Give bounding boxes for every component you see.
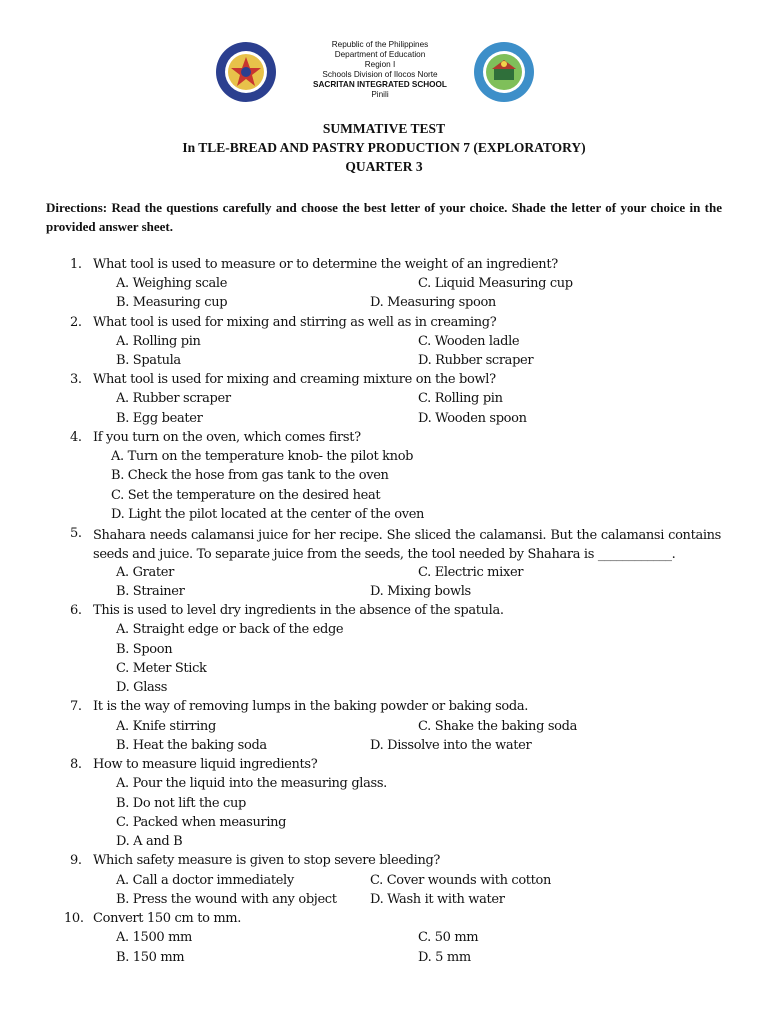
question-text: This is used to level dry ingredients in the absence of the spatula. — [93, 603, 504, 618]
choice: C. Cover wounds with cotton — [370, 873, 552, 888]
question-text: Which safety measure is given to stop severe bleeding? — [93, 853, 441, 868]
test-title: SUMMATIVE TEST — [322, 121, 446, 136]
question-number: 3. — [70, 372, 82, 387]
question-number: 1. — [70, 257, 82, 272]
school-town: Pinili — [371, 90, 389, 99]
choice: D. Measuring spoon — [370, 295, 496, 310]
question-number: 9. — [70, 853, 82, 868]
letterhead-line: Department of Education — [334, 50, 426, 59]
school-name: SACRITAN INTEGRATED SCHOOL — [313, 80, 447, 89]
choice: B. Heat the baking soda — [116, 738, 267, 753]
choice: C. Rolling pin — [418, 391, 503, 406]
question-number: 8. — [70, 757, 82, 772]
choice: B. Egg beater — [116, 411, 203, 426]
choice: C. Set the temperature on the desired heat — [111, 488, 381, 503]
choice: A. Turn on the temperature knob- the pilot knob — [111, 449, 414, 464]
letterhead-line: Republic of the Philippines — [331, 40, 429, 49]
choice: D. Rubber scraper — [418, 353, 534, 368]
choice: C. Shake the baking soda — [418, 719, 578, 734]
choice: A. Weighing scale — [116, 276, 228, 291]
school-seal — [472, 40, 536, 104]
question-text: Convert 150 cm to mm. — [93, 911, 242, 926]
question-text: Shahara needs calamansi juice for her recipe. She sliced the calamansi. But the calamansi contains seeds and juice. To separate juice from the seeds, the tool needed by Shahara is ____________. — [93, 528, 721, 563]
choice: B. Do not lift the cup — [116, 796, 246, 811]
question-number: 7. — [70, 699, 82, 714]
choice: C. Packed when measuring — [116, 815, 287, 830]
question-number: 10. — [64, 911, 84, 926]
choice: D. 5 mm — [418, 950, 471, 965]
question-text: How to measure liquid ingredients? — [93, 757, 318, 772]
test-subject: In TLE-BREAD AND PASTRY PRODUCTION 7 (EXPLORATORY) — [182, 140, 586, 155]
choice: C. Wooden ladle — [418, 334, 520, 349]
question-number: 4. — [70, 430, 82, 445]
choice: D. Glass — [116, 680, 168, 695]
choice: A. 1500 mm — [116, 930, 193, 945]
choice: D. Dissolve into the water — [370, 738, 532, 753]
choice: D. A and B — [116, 834, 183, 849]
choice: A. Rolling pin — [116, 334, 201, 349]
choice: B. Press the wound with any object — [116, 892, 337, 907]
choice: D. Wash it with water — [370, 892, 505, 907]
choice: A. Straight edge or back of the edge — [116, 622, 344, 637]
choice: B. Spatula — [116, 353, 181, 368]
choice: B. 150 mm — [116, 950, 185, 965]
letterhead — [0, 40, 768, 102]
choice: A. Rubber scraper — [116, 391, 231, 406]
question-number: 6. — [70, 603, 82, 618]
choice: A. Pour the liquid into the measuring glass. — [116, 776, 387, 791]
choice: A. Call a doctor immediately — [116, 873, 294, 888]
choice: C. Liquid Measuring cup — [418, 276, 573, 291]
choice: D. Mixing bowls — [370, 584, 471, 599]
deped-seal — [214, 40, 278, 104]
choice: B. Check the hose from gas tank to the oven — [111, 468, 389, 483]
choice: B. Spoon — [116, 642, 173, 657]
question-text: What tool is used for mixing and stirring as well as in creaming? — [93, 315, 497, 330]
question-text: What tool is used for mixing and creaming mixture on the bowl? — [93, 372, 496, 387]
question-text: If you turn on the oven, which comes first? — [93, 430, 361, 445]
question-number: 2. — [70, 315, 82, 330]
letterhead-text — [290, 40, 470, 100]
choice: C. Meter Stick — [116, 661, 207, 676]
letterhead-line: Schools Division of Ilocos Norte — [322, 70, 438, 79]
test-quarter: QUARTER 3 — [345, 159, 423, 174]
choice: B. Measuring cup — [116, 295, 228, 310]
question-text: What tool is used to measure or to determine the weight of an ingredient? — [93, 257, 558, 272]
question-number: 5. — [70, 526, 82, 541]
choice: D. Light the pilot located at the center of the oven — [111, 507, 425, 522]
directions: Directions: Read the questions carefully and choose the best letter of your choice. Shade the letter of your choice in the provided answer sheet. — [46, 200, 722, 234]
choice: A. Grater — [116, 565, 174, 580]
question-text: It is the way of removing lumps in the baking powder or baking soda. — [93, 699, 529, 714]
letterhead-line: Region I — [364, 60, 396, 69]
choice: C. 50 mm — [418, 930, 479, 945]
choice: D. Wooden spoon — [418, 411, 527, 426]
choice: B. Strainer — [116, 584, 185, 599]
choice: A. Knife stirring — [116, 719, 216, 734]
choice: C. Electric mixer — [418, 565, 524, 580]
